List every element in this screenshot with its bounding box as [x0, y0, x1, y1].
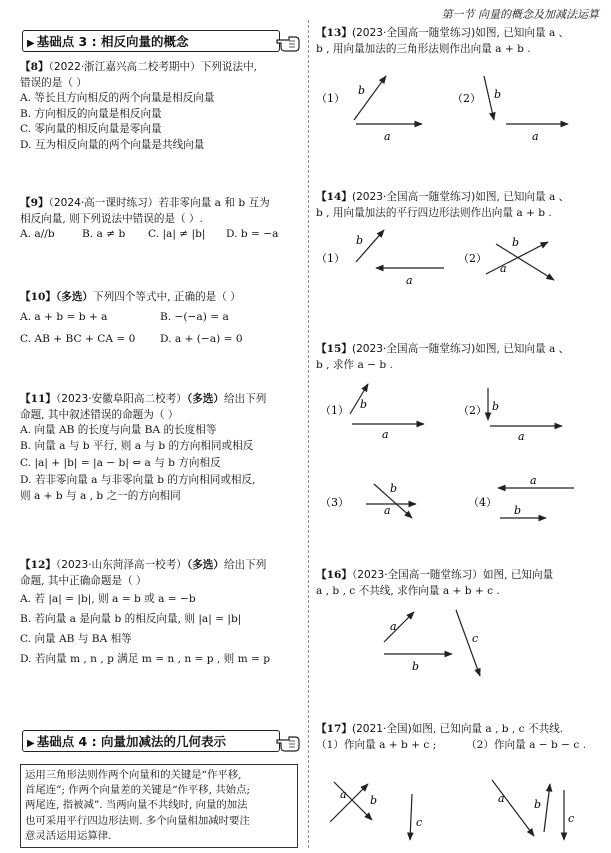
question-stem: 给出下列 — [223, 559, 267, 571]
question-number: 【17】 — [316, 723, 352, 735]
option-a: A. a + b = b + a — [20, 310, 108, 323]
topic-label: 基础点 3 : 相反向量的概念 — [36, 34, 189, 49]
option-c: C. |a| + |b| = |a − b| ⇔ a 与 b 方向相反 — [20, 457, 221, 469]
question-number: 【14】 — [316, 191, 352, 203]
vector-b — [484, 76, 494, 120]
vector-label-b: b — [492, 400, 500, 413]
pointing-hand-icon — [275, 31, 301, 53]
option-a: A. 向量 AB 的长度与向量 BA 的长度相等 — [20, 424, 217, 436]
vector-label-c: c — [568, 812, 575, 825]
part-2: （2）作向量 a − b − c . — [466, 738, 587, 751]
question-stem: 如图, 已知向量 a 、 — [475, 27, 570, 39]
option-b: B. a ≠ b — [82, 228, 126, 240]
part-label: （2） — [452, 92, 481, 105]
vector-a — [330, 784, 368, 822]
q17-figure — [316, 770, 600, 850]
vector-label-b: b — [412, 660, 420, 673]
question-stem: 如图, 已知向量 a 、 — [475, 343, 570, 355]
vector-label-b: b — [514, 504, 522, 517]
question-stem: b , 用向量加法的三角形法则作出向量 a + b . — [316, 42, 531, 55]
question-stem: b , 求作 a − b . — [316, 358, 393, 371]
option-b: B. 向量 a 与 b 平行, 则 a 与 b 的方向相同或相反 — [20, 439, 254, 452]
question-number: 【10】 — [20, 291, 56, 303]
option-b: B. 若向量 a 是向量 b 的相反向量, 则 |a| = |b| — [20, 613, 242, 625]
vector-b — [544, 784, 550, 832]
tip-line: 首尾连”; 作两个向量差的关键是“作平移, 共始点; — [25, 784, 250, 797]
question-number: 【16】 — [316, 569, 352, 581]
vector-label-b: b — [390, 482, 398, 495]
part-label: （3） — [320, 496, 349, 509]
part-label: （1） — [320, 404, 349, 417]
vector-label-b: b — [358, 84, 366, 97]
part-label: （1） — [316, 92, 345, 105]
topic-label: 基础点 4 : 向量加减法的几何表示 — [36, 734, 226, 749]
method-tip-box — [20, 764, 298, 848]
tip-line: 意灵活运用运算律. — [25, 829, 112, 842]
q15-figure — [316, 380, 600, 530]
vector-label-b: b — [512, 236, 520, 249]
question-source: (2023·全国高一随堂练习) — [351, 27, 476, 39]
part-label: （2） — [458, 404, 487, 417]
question-12 — [20, 558, 302, 669]
question-tag: （多选） — [186, 393, 224, 405]
triangle-icon: ▶ — [27, 38, 35, 49]
question-number: 【11】 — [20, 393, 56, 405]
question-source: （2023·全国高一随堂练习） — [351, 569, 483, 581]
question-source: （2022·浙江嘉兴高二校考期中） — [48, 61, 201, 73]
vector-label-a: a — [384, 504, 391, 517]
question-11 — [20, 392, 302, 504]
question-stem: 命题, 其中叙述错误的命题为（ ） — [20, 408, 179, 421]
question-14 — [316, 190, 600, 221]
q16-figure — [316, 604, 600, 688]
question-stem: 相反向量, 则下列说法中错误的是（ ）. — [20, 212, 203, 225]
question-stem: a , b , c 不共线, 求作向量 a + b + c . — [316, 584, 500, 597]
question-stem: 如图, 已知向量 a 、 — [475, 191, 570, 203]
option-c: C. AB + BC + CA = 0 — [20, 332, 136, 345]
question-source: (2023·全国高一随堂练习) — [351, 343, 476, 355]
vector-label-a: a — [498, 792, 505, 805]
question-8 — [20, 60, 302, 153]
question-stem: 命题, 其中正确命题是（ ） — [20, 574, 147, 587]
question-stem: 给出下列 — [223, 393, 267, 405]
question-source: (2023·全国高一随堂练习) — [351, 191, 476, 203]
vector-label-a: a — [406, 274, 413, 287]
question-stem: 下列说法中, — [200, 61, 258, 73]
question-stem: 若非零向量 a 和 b 互为 — [158, 197, 270, 209]
pointing-hand-icon — [275, 731, 301, 753]
option-d-cont: 则 a + b 与 a , b 之一的方向相同 — [20, 489, 181, 502]
vector-label-a: a — [390, 620, 397, 633]
option-c: C. |a| ≠ |b| — [148, 228, 206, 240]
vector-label-a: a — [530, 474, 537, 487]
question-tag: （多选） — [55, 291, 94, 303]
question-source: (2021·全国) — [351, 723, 412, 735]
option-d: D. 互为相反向量的两个向量是共线向量 — [20, 138, 205, 151]
vector-label-b: b — [534, 798, 542, 811]
vector-label-c: c — [472, 632, 479, 645]
option-c: C. 零向量的相反向量是零向量 — [20, 123, 162, 135]
vector-label-b: b — [360, 398, 368, 411]
vector-label-c: c — [416, 816, 423, 829]
vector-a — [492, 780, 534, 836]
column-divider — [308, 20, 309, 848]
question-9 — [20, 196, 302, 243]
vector-label-a: a — [532, 130, 539, 143]
page-header: 第一节 向量的概念及加减法运算 — [441, 8, 599, 21]
option-a: A. 等长且方向相反的两个向量是相反向量 — [20, 92, 215, 104]
option-c: C. 向量 AB 与 BA 相等 — [20, 633, 132, 645]
question-source: （2023·安徽阜阳高二校考） — [55, 393, 187, 405]
question-stem: 如图, 已知向量 a , b , c 不共线. — [411, 723, 564, 735]
option-b: B. −(−a) = a — [160, 310, 229, 323]
question-number: 【9】 — [20, 197, 49, 209]
option-a: A. a//b — [20, 228, 55, 240]
question-16 — [316, 568, 600, 599]
question-17 — [316, 722, 600, 753]
topic-banner-3 — [22, 30, 280, 52]
question-number: 【13】 — [316, 27, 352, 39]
part-label: （4） — [468, 496, 497, 509]
question-10 — [20, 290, 302, 350]
vector-c — [410, 794, 412, 840]
vector-label-a: a — [384, 130, 391, 143]
option-d: D. b = −a — [226, 228, 279, 240]
vector-b — [354, 76, 386, 120]
option-b: B. 方向相反的向量是相反向量 — [20, 107, 162, 120]
vector-label-b: b — [494, 88, 502, 101]
vector-label-a: a — [340, 788, 347, 801]
question-stem: 错误的是（ ） — [20, 76, 87, 89]
tip-line: 也可采用平行四边形法则. 多个向量相加减时要注 — [25, 814, 250, 827]
question-15 — [316, 342, 600, 373]
topic-banner-4 — [22, 730, 280, 752]
question-source: （2023·山东菏泽高一校考） — [55, 559, 187, 571]
q14-figure — [316, 226, 600, 296]
question-stem: 下列四个等式中, 正确的是（ ） — [93, 291, 241, 303]
vector-label-b: b — [356, 234, 364, 247]
question-13 — [316, 26, 600, 57]
part-label: （2） — [458, 252, 487, 265]
question-number: 【15】 — [316, 343, 352, 355]
vector-b — [334, 782, 372, 820]
question-tag: （多选） — [186, 559, 224, 571]
question-number: 【12】 — [20, 559, 56, 571]
tip-line: 两尾连, 指被减”. 当两向量不共线时, 向量的加法 — [25, 799, 248, 812]
vector-label-a: a — [500, 262, 507, 275]
question-stem: 如图, 已知向量 — [482, 569, 554, 581]
vector-a — [384, 612, 414, 642]
question-source: （2024·高一课时练习） — [48, 197, 159, 209]
vector-label-a: a — [518, 430, 525, 443]
triangle-icon: ▶ — [27, 738, 35, 749]
question-stem: b , 用向量加法的平行四边形法则作出向量 a + b . — [316, 206, 552, 219]
vector-label-a: a — [382, 428, 389, 441]
vector-label-b: b — [370, 794, 378, 807]
option-d: D. a + (−a) = 0 — [160, 332, 243, 345]
question-number: 【8】 — [20, 61, 49, 73]
option-a: A. 若 |a| = |b|, 则 a = b 或 a = −b — [20, 593, 196, 605]
tip-line: 运用三角形法则作两个向量和的关键是“作平移, — [25, 769, 242, 781]
option-d: D. 若非零向量 a 与非零向量 b 的方向相同或相反, — [20, 474, 256, 486]
q13-figure — [316, 68, 600, 148]
option-d: D. 若向量 m , n , p 满足 m = n , n = p , 则 m = p — [20, 653, 271, 665]
part-label: （1） — [316, 252, 345, 265]
part-1: （1）作向量 a + b + c ; — [316, 738, 437, 751]
